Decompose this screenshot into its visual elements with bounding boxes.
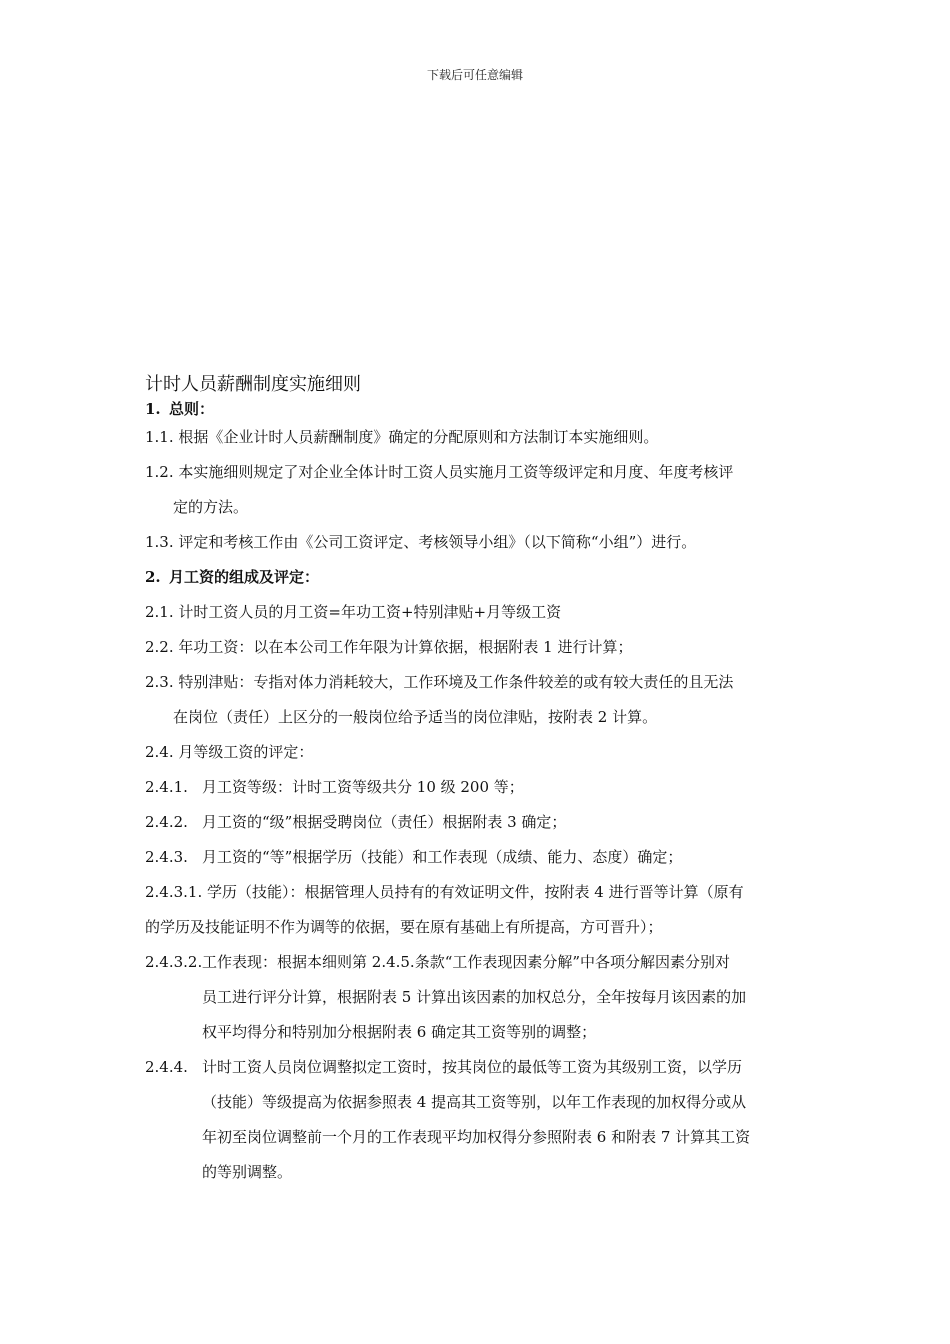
clause-number: 2.4.1. bbox=[145, 778, 188, 796]
clause-text: 工作表现：根据本细则第 2.4.5.条款“工作表现因素分解”中各项分解因素分别对 bbox=[202, 953, 731, 971]
page-header: 下载后可任意编辑 bbox=[426, 68, 523, 82]
clause-number: 2.4.3. bbox=[145, 848, 188, 866]
paragraph-2-4-4-cont: （技能）等级提高为依据参照表 4 提高其工资等别，以年工作表现的加权得分或从 bbox=[202, 1093, 747, 1111]
paragraph-2-4-3 bbox=[145, 840, 810, 875]
paragraph-2-3: 2.3. 特别津贴：专指对体力消耗较大，工作环境及工作条件较差的或有较大责任的且无法 bbox=[145, 673, 734, 691]
paragraph-1-2-cont: 定的方法。 bbox=[173, 498, 249, 516]
paragraph-2-4-3-1-cont: 的学历及技能证明不作为调等的依据，要在原有基础上有所提高，方可晋升）； bbox=[145, 918, 663, 936]
section-heading-1 bbox=[145, 398, 810, 420]
clause-text: 月工资的“等”根据学历（技能）和工作表现（成绩、能力、态度）确定； bbox=[202, 848, 683, 866]
paragraph-2-4-3-2-cont: 权平均得分和特别加分根据附表 6 确定其工资等别的调整； bbox=[202, 1023, 597, 1041]
section-title: 月工资的组成及评定： bbox=[169, 568, 320, 586]
paragraph-2-4-1 bbox=[145, 770, 810, 805]
paragraph-2-4-2 bbox=[145, 805, 810, 840]
document-body bbox=[145, 372, 810, 1190]
paragraph-1-3: 1.3. 评定和考核工作由《公司工资评定、考核领导小组》（以下简称“小组”）进行。 bbox=[145, 533, 697, 551]
section-title: 总则： bbox=[169, 400, 215, 418]
clause-number: 2.4.4. bbox=[145, 1058, 188, 1076]
document-title: 计时人员薪酬制度实施细则 bbox=[145, 374, 361, 395]
paragraph-1-1: 1.1. 根据《企业计时人员薪酬制度》确定的分配原则和方法制订本实施细则。 bbox=[145, 428, 659, 446]
section-heading-2 bbox=[145, 560, 810, 595]
paragraph-2-4-3-1: 2.4.3.1. 学历（技能）：根据管理人员持有的有效证明文件，按附表 4 进行晋等计算（原有 bbox=[145, 883, 744, 901]
paragraph-2-4-3-2 bbox=[145, 945, 810, 980]
paragraph-2-2: 2.2. 年功工资：以在本公司工作年限为计算依据，根据附表 1 进行计算； bbox=[145, 638, 633, 656]
paragraph-2-4-4-cont: 的等别调整。 bbox=[202, 1163, 293, 1181]
paragraph-2-4-3-2-cont: 员工进行评分计算，根据附表 5 计算出该因素的加权总分，全年按每月该因素的加 bbox=[202, 988, 747, 1006]
clause-number: 2.4.2. bbox=[145, 813, 188, 831]
clause-text: 计时工资人员岗位调整拟定工资时，按其岗位的最低等工资为其级别工资，以学历 bbox=[202, 1058, 743, 1076]
clause-text: 月工资的“级”根据受聘岗位（责任）根据附表 3 确定； bbox=[202, 813, 567, 831]
paragraph-2-4-4-cont: 年初至岗位调整前一个月的工作表现平均加权得分参照附表 6 和附表 7 计算其工资 bbox=[202, 1128, 751, 1146]
section-number: 1. bbox=[145, 400, 161, 418]
paragraph-2-4: 2.4. 月等级工资的评定： bbox=[145, 743, 314, 761]
section-number: 2. bbox=[145, 568, 161, 586]
paragraph-2-1: 2.1. 计时工资人员的月工资=年功工资+特别津贴+月等级工资 bbox=[145, 603, 562, 621]
paragraph-2-3-cont: 在岗位（责任）上区分的一般岗位给予适当的岗位津贴，按附表 2 计算。 bbox=[173, 708, 658, 726]
paragraph-2-4-4 bbox=[145, 1050, 810, 1085]
paragraph-1-2: 1.2. 本实施细则规定了对企业全体计时工资人员实施月工资等级评定和月度、年度考核评 bbox=[145, 463, 734, 481]
clause-text: 月工资等级：计时工资等级共分 10 级 200 等； bbox=[202, 778, 524, 796]
clause-number: 2.4.3.2. bbox=[145, 953, 203, 971]
